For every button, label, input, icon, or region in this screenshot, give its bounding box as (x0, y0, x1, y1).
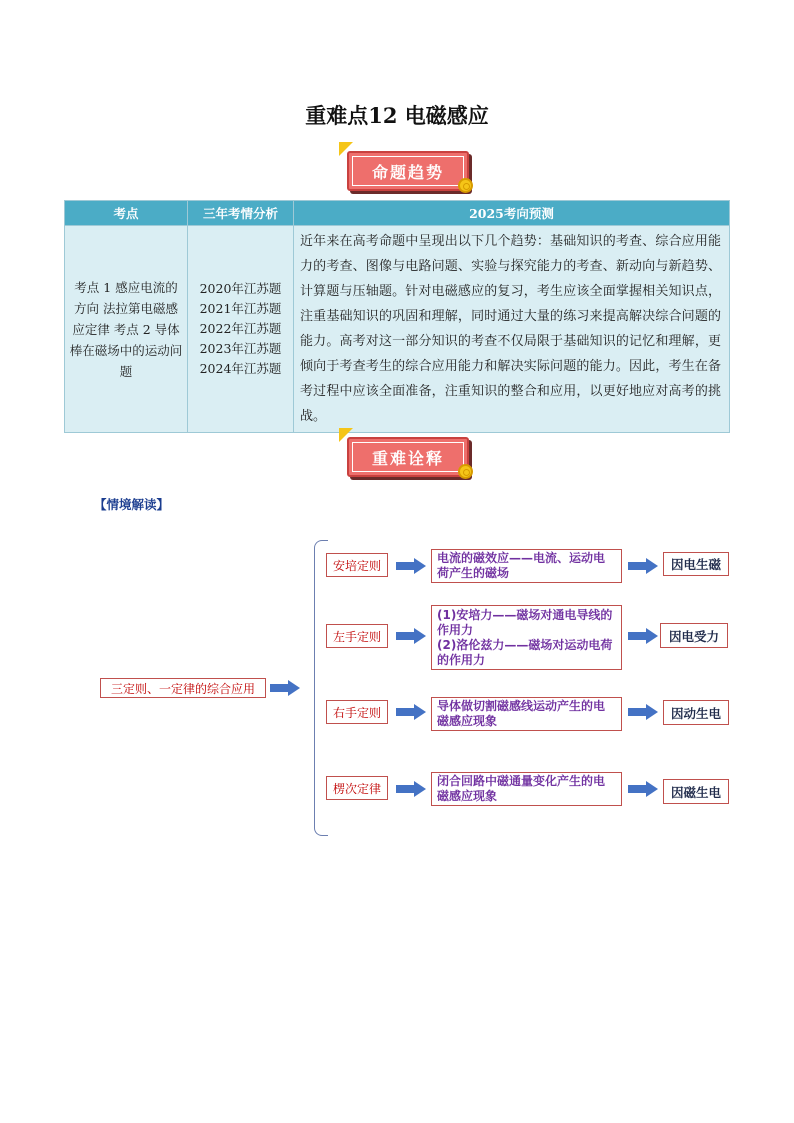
arrow-icon (396, 558, 426, 574)
year-item: 2021年江苏题 (199, 301, 282, 316)
topic-cell: 考点 1 感应电流的方向 法拉第电磁感应定律 考点 2 导体棒在磁场中的运动问题 (65, 226, 188, 433)
arrow-icon (396, 704, 426, 720)
badge-explain-label: 重难诠释 (352, 442, 464, 472)
year-item: 2020年江苏题 (199, 281, 282, 296)
header-forecast: 2025考向预测 (294, 201, 730, 226)
rule-description: 闭合回路中磁通量变化产生的电磁感应现象 (431, 772, 622, 806)
rule-description: (1)安培力——磁场对通电导线的作用力 (2)洛伦兹力——磁场对运动电荷的作用力 (431, 605, 622, 670)
arrow-icon (628, 628, 658, 644)
coin-icon (458, 178, 473, 193)
badge-explain (339, 428, 475, 482)
rule-label: 楞次定律 (326, 776, 388, 800)
arrow-icon (628, 781, 658, 797)
analysis-cell (188, 226, 294, 433)
rule-result: 因动生电 (663, 700, 729, 725)
arrow-icon (396, 628, 426, 644)
rule-result: 因磁生电 (663, 779, 729, 804)
rule-label: 左手定则 (326, 624, 388, 648)
rule-result: 因电生磁 (663, 552, 729, 576)
badge-trend (339, 142, 475, 196)
flag-icon (339, 428, 353, 442)
year-item: 2024年江苏题 (199, 361, 282, 376)
forecast-cell: 近年来在高考命题中呈现出以下几个趋势：基础知识的考查、综合应用能力的考查、图像与电路问题、实验与探究能力的考查、新动向与新趋势、计算题与压轴题。针对电磁感应的复习，考生应该全面掌握相关知识点，注重基础知识的巩固和理解，同时通过大量的练习来提高解决综合问题的能力。高考对这一部分知识的考查不仅局限于基础知识的记忆和理解，更倾向于考查考生的综合应用能力和解决实际问题的能力。因此，考生在备考过程中应该全面准备，注重知识的整合和应用，以更好地应对高考的挑战。 (294, 226, 730, 433)
root-node: 三定则、一定律的综合应用 (100, 678, 266, 698)
rule-result: 因电受力 (660, 623, 728, 648)
rule-label: 安培定则 (326, 553, 388, 577)
year-item: 2023年江苏题 (199, 341, 282, 356)
rule-description: 电流的磁效应——电流、运动电荷产生的磁场 (431, 549, 622, 583)
arrow-icon (628, 558, 658, 574)
header-topic: 考点 (65, 201, 188, 226)
badge-trend-label: 命题趋势 (352, 156, 464, 186)
exam-table (64, 200, 730, 433)
arrow-icon (396, 781, 426, 797)
flag-icon (339, 142, 353, 156)
header-analysis: 三年考情分析 (188, 201, 294, 226)
rule-description: 导体做切割磁感线运动产生的电磁感应现象 (431, 697, 622, 731)
section-label: 【情境解读】 (94, 497, 170, 512)
coin-icon (458, 464, 473, 479)
rule-label: 右手定则 (326, 700, 388, 724)
arrow-icon (628, 704, 658, 720)
year-item: 2022年江苏题 (199, 321, 282, 336)
page-title: 重难点12 电磁感应 (305, 103, 489, 128)
arrow-icon (270, 680, 300, 696)
